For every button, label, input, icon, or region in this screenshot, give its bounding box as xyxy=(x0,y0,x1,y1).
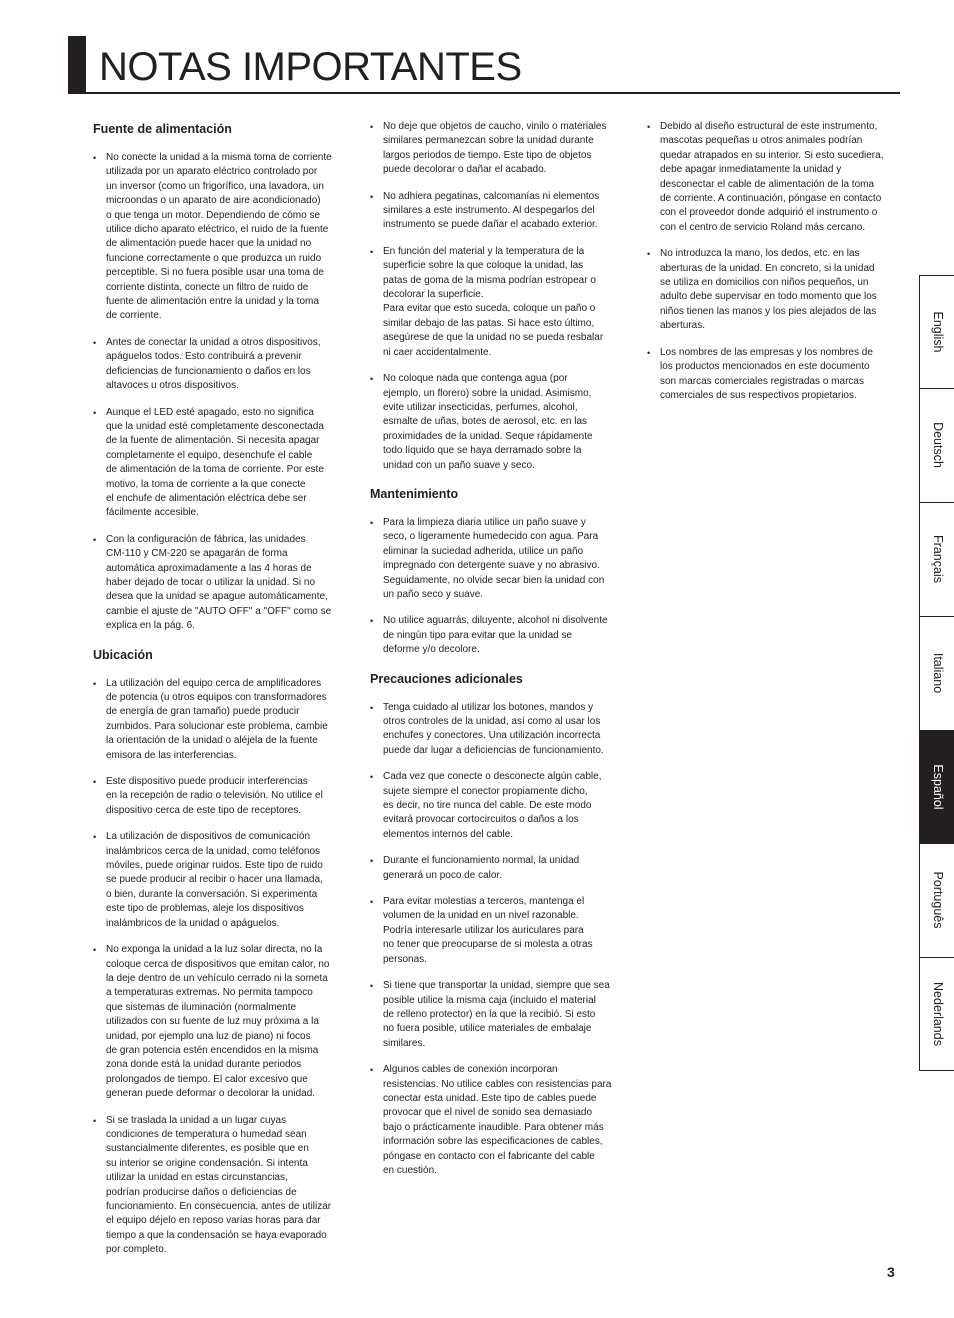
list-item: • Cada vez que conecte o desconecte algún cable, sujete siempre el conector propiamente dicho, es decir, no tire nunca del cable. De este modo evitará provocar cortocircuitos o daños a los elementos internos del cable. xyxy=(370,770,622,842)
tab-italiano[interactable] xyxy=(920,616,954,729)
list-item: • Este dispositivo puede producir interferencias en la recepción de radio o televisión. No utilice el dispositivo cerca de este tipo de receptores. xyxy=(93,775,343,818)
list-item: • En función del material y la temperatura de la superficie sobre la que coloque la unidad, las patas de goma de la misma podrían estropear o decolorar la superficie. Para evitar que esto suceda, coloque un paño o similar debajo de las patas. Si hace esto último, asegúrese de que la unidad no se pueda resbalar ni caer accidentalmente. xyxy=(370,245,622,360)
tab-deutsch[interactable] xyxy=(920,388,954,501)
list-item: • Para la limpieza diaria utilice un paño suave y seco, o ligeramente humedecido con agua. Para eliminar la suciedad adherida, utilice un paño impregnado con detergente suave y no abrasivo. Seguidamente, no olvide secar bien la unidad con un paño seco y suave. xyxy=(370,516,622,602)
tab-label: Français xyxy=(930,535,945,583)
list-precauciones-continued xyxy=(647,120,899,403)
list-item: • Antes de conectar la unidad a otros dispositivos, apáguelos todos. Esto contribuirá a prevenir deficiencias de funcionamiento o daños en los altavoces u otros dispositivos. xyxy=(93,336,343,394)
list-mantenimiento xyxy=(370,516,622,658)
list-item: • Si se traslada la unidad a un lugar cuyas condiciones de temperatura o humedad sean sustancialmente diferentes, es posible que en su interior se origine condensación. Si intenta utilizar la unidad en estas circunstancias, podrían producirse daños o deficiencias de funcionamiento. En consecuencia, antes de utilizar el equipo déjelo en reposo varias horas para dar tiempo a que la condensación se haya evaporado por completo. xyxy=(93,1114,343,1258)
language-tabs xyxy=(919,275,954,1071)
tabs-bottom-rule xyxy=(920,1070,954,1071)
list-ubicacion xyxy=(93,677,343,1258)
tab-english[interactable] xyxy=(920,275,954,388)
tab-espanol[interactable] xyxy=(920,730,954,843)
tab-label: Español xyxy=(930,764,945,810)
list-item: • No utilice aguarrás, diluyente, alcohol ni disolvente de ningún tipo para evitar que la unidad se deforme y/o decolore. xyxy=(370,614,622,657)
page-header xyxy=(68,36,900,94)
section-title-mantenimiento: Mantenimiento xyxy=(370,486,459,501)
tab-label: Nederlands xyxy=(930,982,945,1046)
list-item: • Debido al diseño estructural de este instrumento, mascotas pequeñas u otros animales podrían quedar atrapados en su interior. Si esto sucediera, debe apagar inmediatamente la unidad y desconectar el cable de alimentación de la toma de corriente. A continuación, póngase en contacto con el proveedor donde adquirió el instrumento o con el centro de servicio Roland más cercano. xyxy=(647,120,899,235)
list-item: • No conecte la unidad a la misma toma de corriente utilizada por un aparato eléctrico controlado por un inversor (como un frigorífico, una lavadora, un microondas o un aparato de aire acondicionado) o que tenga un motor. Dependiendo de cómo se utilice dicho aparato eléctrico, el ruido de la fuente de alimentación puede hacer que la unidad no funcione correctamente o que produzca un ruido perceptible. Si no fuera posible usar una toma de corriente distinta, conecte un filtro de ruido de fuente de alimentación entre la unidad y la toma de corriente. xyxy=(93,151,343,324)
list-item: • No deje que objetos de caucho, vinilo o materiales similares permanezcan sobre la unidad durante largos periodos de tiempo. Este tipo de objetos puede decolorar o dañar el acabado. xyxy=(370,120,622,178)
list-precauciones xyxy=(370,701,622,1179)
list-item: • No exponga la unidad a la luz solar directa, no la coloque cerca de dispositivos que emitan calor, no la deje dentro de un vehículo cerrado ni la someta a temperaturas extremas. No permita tampoco que sistemas de iluminación (normalmente utilizados con su fuente de luz muy próxima a la unidad, por ejemplo una luz de piano) ni focos de gran potencia estén encendidos en la misma zona donde está la unidad durante periodos prolongados de tiempo. El calor excesivo que generan puede deformar o decolorar la unidad. xyxy=(93,943,343,1101)
tab-francais[interactable] xyxy=(920,502,954,615)
list-item: • Algunos cables de conexión incorporan resistencias. No utilice cables con resistencias para conectar esta unidad. Este tipo de cables puede provocar que el nivel de sonido sea demasiado bajo o prácticamente inaudible. Para obtener más información sobre las especificaciones de cables, póngase en contacto con el fabricante del cable en cuestión. xyxy=(370,1063,622,1178)
list-item: • No coloque nada que contenga agua (por ejemplo, un florero) sobre la unidad. Asimismo, evite utilizar insecticidas, perfumes, alcohol, esmalte de uñas, botes de aerosol, etc. en las proximidades de la unidad. Seque rápidamente todo líquido que se haya derramado sobre la unidad con un paño suave y seco. xyxy=(370,372,622,473)
list-item: • Durante el funcionamiento normal, la unidad generará un poco de calor. xyxy=(370,854,622,883)
list-item: • Los nombres de las empresas y los nombres de los productos mencionados en este documento son marcas comerciales registradas o marcas comerciales de sus respectivos propietarios. xyxy=(647,346,899,404)
tab-label: Português xyxy=(930,871,945,929)
page-title: NOTAS IMPORTANTES xyxy=(99,45,522,89)
list-ubicacion-continued xyxy=(370,120,622,473)
list-item: • Aunque el LED esté apagado, esto no significa que la unidad esté completamente desconectada de la fuente de alimentación. Si necesita apagar completamente el equipo, desenchufe el cable de alimentación de la toma de corriente. Por este motivo, la toma de corriente a la que conecte el enchufe de alimentación eléctrica debe ser fácilmente accesible. xyxy=(93,406,343,521)
list-item: • Para evitar molestias a terceros, mantenga el volumen de la unidad en un nivel razonable. Podría interesarle utilizar los auriculares para no tener que preocuparse de si molesta a otras personas. xyxy=(370,895,622,967)
column-3 xyxy=(647,120,899,415)
list-item: • La utilización de dispositivos de comunicación inalámbricos cerca de la unidad, como teléfonos móviles, puede originar ruidos. Este tipo de ruido se puede producir al recibir o hacer una llamada, o bien, durante la conversación. Si experimenta este tipo de problemas, aleje los dispositivos inalámbricos de la unidad o apáguelos. xyxy=(93,830,343,931)
tab-nederlands[interactable] xyxy=(920,957,954,1070)
section-title-precauciones: Precauciones adicionales xyxy=(370,671,523,686)
tab-portugues[interactable] xyxy=(920,843,954,956)
tab-label: English xyxy=(930,311,945,353)
title-accent-bar xyxy=(68,36,86,92)
column-1 xyxy=(93,120,343,1270)
list-item: • Tenga cuidado al utilizar los botones, mandos y otros controles de la unidad, así como al usar los enchufes y conectores. Una utilización incorrecta puede dar lugar a deficiencias de funcionamiento. xyxy=(370,701,622,759)
list-item: • No adhiera pegatinas, calcomanías ni elementos similares a este instrumento. Al despegarlos del instrumento se puede dañar el acabado exterior. xyxy=(370,190,622,233)
section-title-fuente: Fuente de alimentación xyxy=(93,122,232,136)
tab-label: Italiano xyxy=(930,652,945,694)
section-title-ubicacion: Ubicación xyxy=(93,647,153,662)
list-item: • Si tiene que transportar la unidad, siempre que sea posible utilice la misma caja (incluido el material de relleno protector) en la que la recibió. Si esto no fuera posible, utilice materiales de embalaje similares. xyxy=(370,979,622,1051)
list-item: • Con la configuración de fábrica, las unidades CM-110 y CM-220 se apagarán de forma automática aproximadamente a las 4 horas de haber dejado de tocar o utilizar la unidad. Si no desea que la unidad se apague automáticamente, cambie el ajuste de "AUTO OFF" a "OFF" como se explica en la pág. 6. xyxy=(93,533,343,634)
tab-label: Deutsch xyxy=(930,422,945,468)
list-item: • No introduzca la mano, los dedos, etc. en las aberturas de la unidad. En concreto, si la unidad se utiliza en domicilios con niños pequeños, un adulto debe supervisar en todo momento que los niños tienen las manos y los pies alejados de las aberturas. xyxy=(647,247,899,333)
list-item: • La utilización del equipo cerca de amplificadores de potencia (u otros equipos con transformadores de energía de gran tamaño) puede producir zumbidos. Para solucionar este problema, cambie la orientación de la unidad o aléjela de la fuente emisora de las interferencias. xyxy=(93,677,343,763)
column-2 xyxy=(370,120,622,1190)
list-fuente xyxy=(93,151,343,634)
page-number: 3 xyxy=(887,1264,895,1280)
